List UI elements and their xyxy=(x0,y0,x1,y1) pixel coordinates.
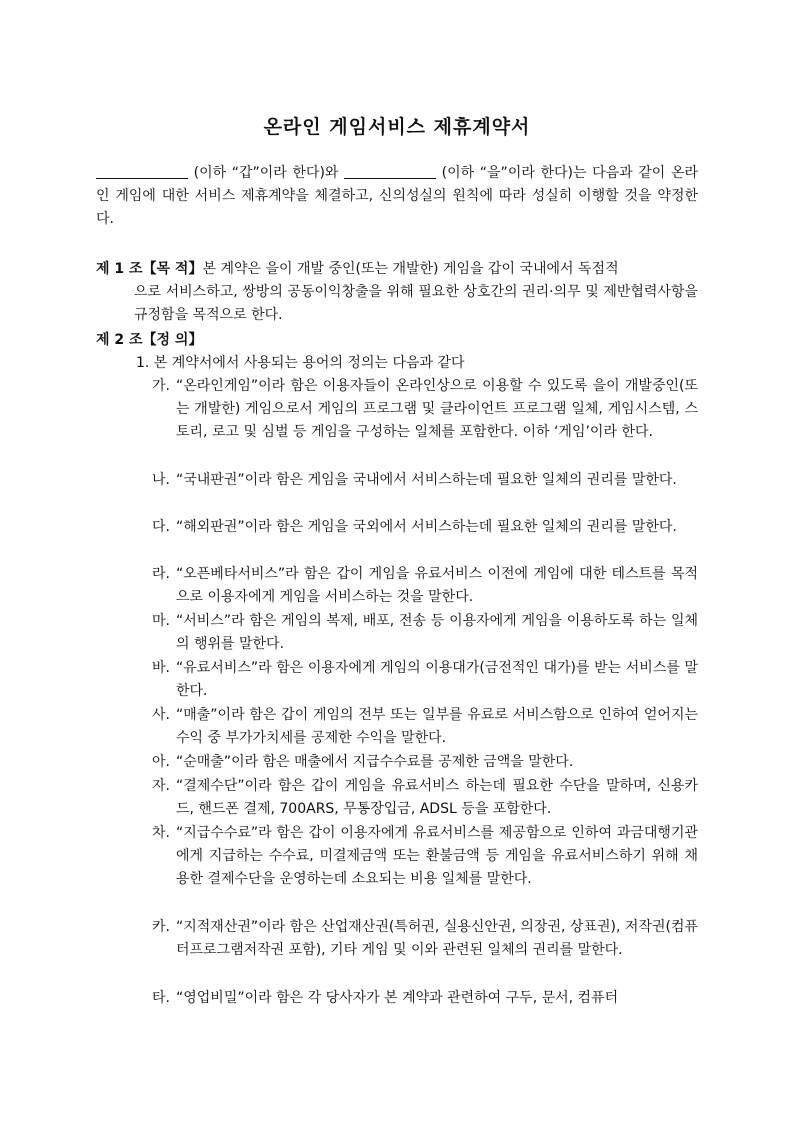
document-title: 온라인 게임서비스 제휴계약서 xyxy=(263,116,531,138)
definition-item xyxy=(152,516,698,539)
definition-text: “서비스”라 함은 게임의 복제, 배포, 전송 등 이용자에게 게임을 이용하도록 하는 일체의 행위를 말한다. xyxy=(176,613,698,652)
intro-party-a-suffix: (이하 “갑”이라 한다)와 xyxy=(188,165,345,181)
definition-text: “해외판권”이라 함은 게임을 국외에서 서비스하는데 필요한 일체의 권리를 말한다. xyxy=(176,519,677,535)
definition-mark: 나. xyxy=(152,472,170,488)
definition-mark: 마. xyxy=(152,613,170,629)
definition-mark: 바. xyxy=(152,660,170,676)
definition-mark: 사. xyxy=(152,707,170,723)
definition-item xyxy=(152,775,698,821)
definition-text: “유료서비스”라 함은 이용자에게 게임의 이용대가(금전적인 대가)를 받는 서비스를 말한다. xyxy=(176,660,698,699)
definition-text: “지적재산권”이라 함은 산업재산권(특허권, 실용신안권, 의장권, 상표권), 저작권(컴퓨터프로그램저작권 포함), 기타 게임 및 이와 관련된 일체의 권리를 말한다. xyxy=(176,919,698,958)
intro-paragraph xyxy=(96,162,698,231)
definition-mark: 차. xyxy=(152,825,170,841)
article-1-continuation: 으로 서비스하고, 쌍방의 공동이익창출을 위해 필요한 상호간의 권리·의무 및 제반협력사항을 규정함을 목적으로 한다. xyxy=(134,284,698,323)
definition-item xyxy=(152,822,698,891)
article-1-line1: 본 계약은 을이 개발 중인(또는 개발한) 게임을 갑이 국내에서 독점적 xyxy=(202,261,619,277)
definition-item xyxy=(152,375,698,444)
article-2-heading: 제 2 조【정 의】 xyxy=(96,332,203,348)
definition-text: “매출”이라 함은 갑이 게임의 전부 또는 일부를 유료로 서비스함으로 인하여 얻어지는 수익 중 부가가치세를 공제한 수익을 말한다. xyxy=(176,707,698,746)
definition-mark: 라. xyxy=(152,566,170,582)
definition-mark: 가. xyxy=(152,378,170,394)
definition-item xyxy=(152,610,698,656)
party-b-blank[interactable] xyxy=(344,164,436,179)
definition-item xyxy=(152,916,698,962)
definition-text: “지급수수료”라 함은 갑이 이용자에게 유료서비스를 제공함으로 인하여 과금대행기관에게 지급하는 수수료, 미결제금액 또는 환불금액 등 게임을 유료서비스하기 위해 채용한 결제수단을 운영하는데 소요되는 비용 일체를 말한다. xyxy=(176,825,698,887)
definition-item xyxy=(152,657,698,703)
definition-text: “오픈베타서비스”라 함은 갑이 게임을 유료서비스 이전에 게임에 대한 테스트를 목적으로 이용자에게 게임을 서비스하는 것을 말한다. xyxy=(176,566,698,605)
definition-mark: 아. xyxy=(152,754,170,770)
definition-text: “영업비밀”이라 함은 각 당사자가 본 계약과 관련하여 구두, 문서, 컴퓨터 xyxy=(176,990,619,1006)
definition-mark: 카. xyxy=(152,919,170,935)
definition-mark: 타. xyxy=(152,990,170,1006)
definition-item xyxy=(152,987,698,1010)
definition-text: “결제수단”이라 함은 갑이 게임을 유료서비스 하는데 필요한 수단을 말하며, 신용카드, 핸드폰 결제, 700ARS, 무통장입금, ADSL 등을 포함한다. xyxy=(176,778,698,817)
article-2-clause-1: 1. 본 계약서에서 사용되는 용어의 정의는 다음과 같다 xyxy=(136,355,465,371)
definition-text: “국내판권”이라 함은 게임을 국내에서 서비스하는데 필요한 일체의 권리를 말한다. xyxy=(176,472,677,488)
definition-mark: 자. xyxy=(152,778,170,794)
definition-item xyxy=(152,704,698,750)
definition-item xyxy=(152,751,698,774)
definition-text: “온라인게임”이라 함은 이용자들이 온라인상으로 이용할 수 있도록 을이 개발중인(또는 개발한) 게임으로서 게임의 프로그램 및 클라이언트 프로그램 일체, 게임시스템, 스토리, 로고 및 심벌 등 게임을 구성하는 일체를 포함한다. 이하 ‘게임’이라 한다. xyxy=(176,378,698,440)
article-2-heading-row xyxy=(96,329,698,352)
article-1 xyxy=(96,258,698,327)
definition-item xyxy=(152,469,698,492)
article-1-heading: 제 1 조【목 적】 xyxy=(96,261,203,277)
definition-text: “순매출”이라 함은 매출에서 지급수수료를 공제한 금액을 말한다. xyxy=(176,754,574,770)
party-a-blank[interactable] xyxy=(96,164,188,179)
definition-item xyxy=(152,563,698,609)
intro-party-b-suffix: (이하 “을”이라 한다)는 다음과 같이 온라인 게임에 대한 서비스 제휴계약을 체결하고, 신의성실의 원칙에 따라 성실히 이행할 것을 약정한다. xyxy=(96,165,698,227)
definition-mark: 다. xyxy=(152,519,170,535)
